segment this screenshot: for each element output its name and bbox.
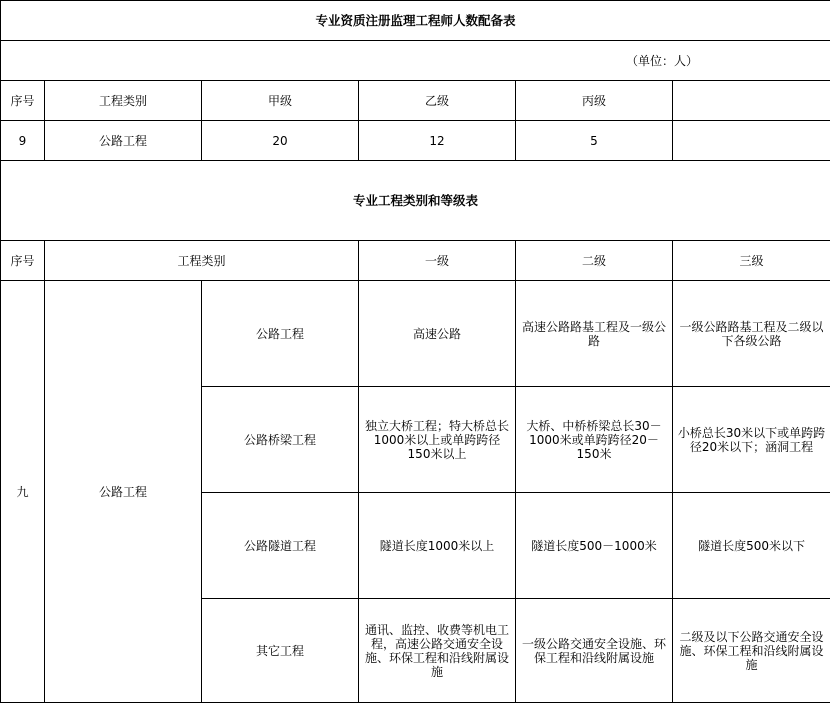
table2-header-grade2: 二级 [516, 241, 673, 281]
table1-cell-grade-c: 5 [516, 121, 673, 161]
table2-header-category: 工程类别 [45, 241, 359, 281]
table2-grade2-cell: 大桥、中桥桥梁总长30－1000米或单跨跨径20－150米 [516, 387, 673, 493]
table1-cell-category: 公路工程 [45, 121, 202, 161]
table1-header-grade-c: 丙级 [516, 81, 673, 121]
table-row [1, 121, 830, 161]
table1-header-category: 工程类别 [45, 81, 202, 121]
table1-unit: （单位：人） [1, 41, 830, 81]
table2-group-no: 九 [1, 281, 45, 703]
table1-cell-grade-a: 20 [202, 121, 359, 161]
table2-sub-category: 公路隧道工程 [202, 493, 359, 599]
table1-header-grade-a: 甲级 [202, 81, 359, 121]
table-row [1, 281, 830, 387]
table2-header-no: 序号 [1, 241, 45, 281]
table2-header-grade1: 一级 [359, 241, 516, 281]
table2-sub-category: 公路桥梁工程 [202, 387, 359, 493]
table2-grade2-cell: 高速公路路基工程及一级公路 [516, 281, 673, 387]
table2-grade2-cell: 隧道长度500－1000米 [516, 493, 673, 599]
table2-sub-category: 其它工程 [202, 599, 359, 703]
table2-grade1-cell: 独立大桥工程；特大桥总长1000米以上或单跨跨径150米以上 [359, 387, 516, 493]
table1-title: 专业资质注册监理工程师人数配备表 [1, 1, 830, 41]
table2-header-grade3: 三级 [673, 241, 830, 281]
table2-grade3-cell: 二级及以下公路交通安全设施、环保工程和沿线附属设施 [673, 599, 830, 703]
table2-grade3-cell: 小桥总长30米以下或单跨跨径20米以下；涵洞工程 [673, 387, 830, 493]
table1-header-grade-b: 乙级 [359, 81, 516, 121]
table1-header-empty [673, 81, 830, 121]
table1-cell-no: 9 [1, 121, 45, 161]
table2-grade1-cell: 高速公路 [359, 281, 516, 387]
table2-sub-category: 公路工程 [202, 281, 359, 387]
table2-grade3-cell: 隧道长度500米以下 [673, 493, 830, 599]
table2-grade1-cell: 通讯、监控、收费等机电工程，高速公路交通安全设施、环保工程和沿线附属设施 [359, 599, 516, 703]
table2-group-name: 公路工程 [45, 281, 202, 703]
table2-grade3-cell: 一级公路路基工程及二级以下各级公路 [673, 281, 830, 387]
table2-grade2-cell: 一级公路交通安全设施、环保工程和沿线附属设施 [516, 599, 673, 703]
table1-cell-empty [673, 121, 830, 161]
table2-grade1-cell: 隧道长度1000米以上 [359, 493, 516, 599]
table1-header-no: 序号 [1, 81, 45, 121]
table1-cell-grade-b: 12 [359, 121, 516, 161]
table2-title: 专业工程类别和等级表 [1, 161, 830, 241]
